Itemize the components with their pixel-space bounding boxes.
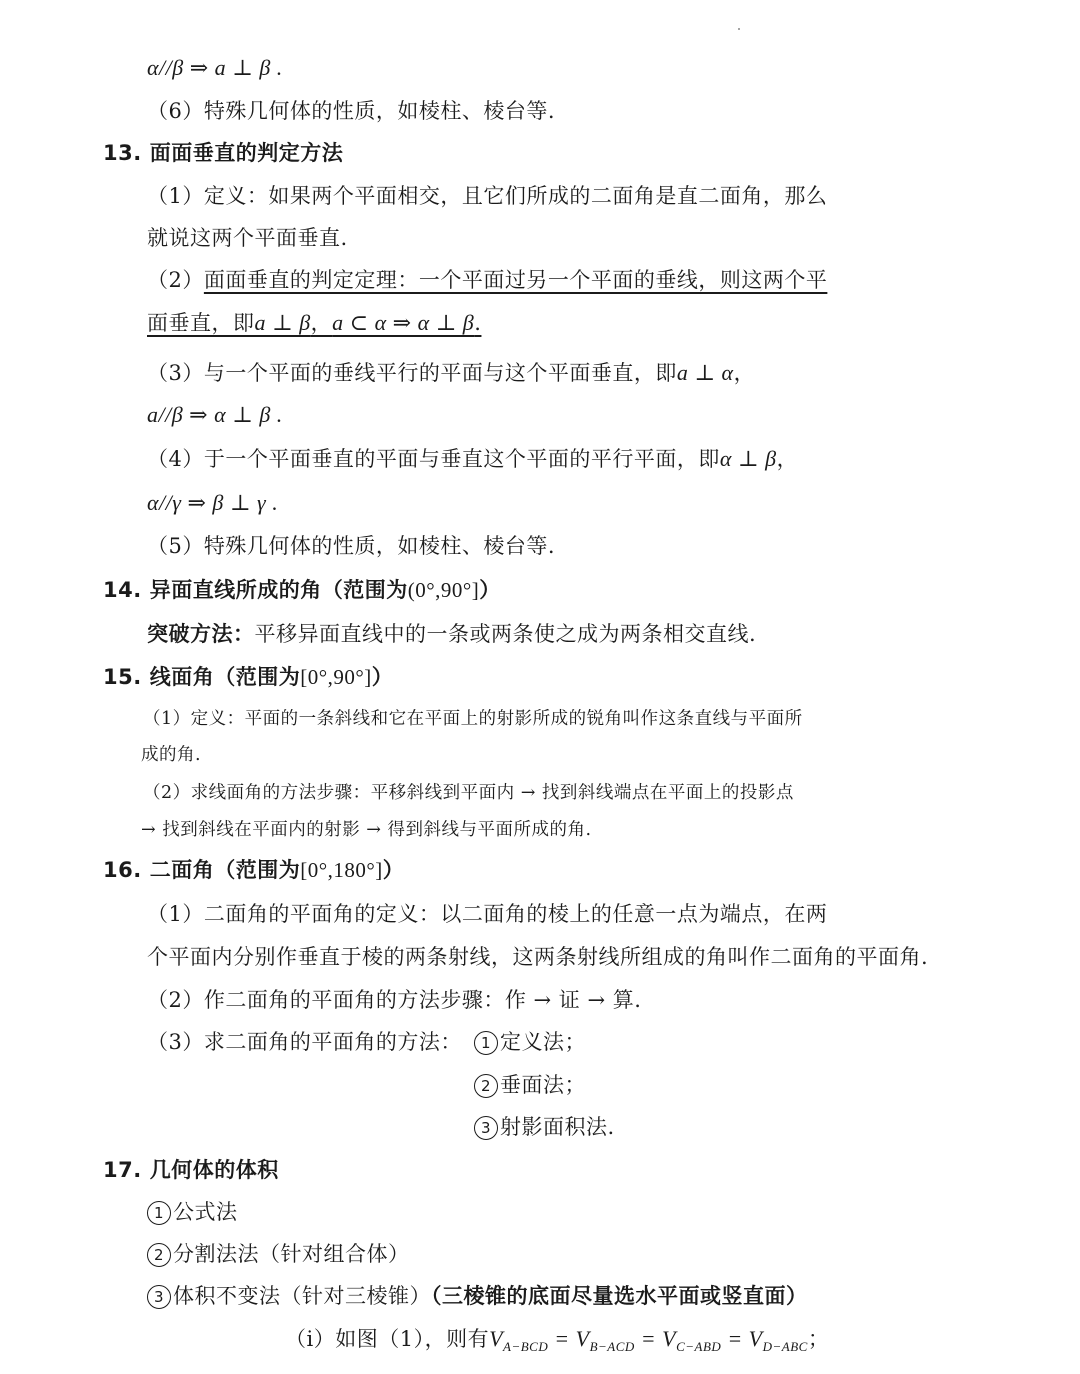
- volume-symbol: V: [748, 1326, 763, 1351]
- text: ；: [807, 1327, 830, 1351]
- text: 平移异面直线中的一条或两条使之成为两条相交直线.: [254, 622, 757, 646]
- heading-text: 线面角（范围为: [149, 665, 301, 689]
- method-item: [474, 1028, 586, 1056]
- heading-text: ）: [479, 578, 501, 602]
- method-text: 分割法法（针对组合体）: [173, 1242, 410, 1266]
- item-marker: （2）: [147, 268, 204, 292]
- section-heading-15: [103, 663, 393, 691]
- heading-range: [0°,180°]: [300, 858, 383, 882]
- subscript: B−ACD: [589, 1339, 635, 1354]
- equals-sign: =: [554, 1326, 570, 1351]
- text-line: （3）求二面角的平面角的方法：: [147, 1030, 462, 1054]
- volume-method-item: [147, 1240, 410, 1268]
- text-line: （1）定义：平面的一条斜线和它在平面上的射影所成的锐角叫作这条直线与平面所: [143, 709, 803, 729]
- method-text: 射影面积法.: [500, 1115, 615, 1139]
- formula-line: α//γ ⇒ β ⊥ γ .: [147, 490, 279, 515]
- heading-number: 14.: [103, 578, 142, 602]
- theorem-text: 面面垂直的判定定理：一个平面过另一个平面的垂线，则这两个平: [203, 268, 828, 292]
- text-line: → 找到斜线在平面内的射影 → 得到斜线与平面所成的角.: [141, 820, 592, 840]
- text-line: （2）作二面角的平面角的方法步骤：作 → 证 → 算.: [147, 988, 642, 1012]
- formula: α ⊥ β: [719, 446, 777, 471]
- volume-method-item: [147, 1198, 238, 1226]
- text: ，: [776, 447, 799, 471]
- method-text: 垂面法；: [500, 1073, 586, 1097]
- formula: a ⊂ α ⇒ α ⊥ β: [332, 310, 475, 335]
- volume-symbol: V: [575, 1326, 590, 1351]
- circled-number-icon: 3: [147, 1285, 171, 1309]
- formula-line: α//β ⇒ a ⊥ β .: [147, 55, 283, 80]
- method-item: [474, 1113, 615, 1141]
- heading-text: 二面角（范围为: [149, 858, 301, 882]
- text-line: （1）二面角的平面角的定义：以二面角的棱上的任意一点为端点，在两: [147, 902, 828, 926]
- subscript: C−ABD: [676, 1339, 722, 1354]
- scan-speck: [738, 28, 740, 30]
- formula: a ⊥ α: [676, 360, 734, 385]
- method-item: [474, 1071, 586, 1099]
- subscript: D−ABC: [762, 1339, 808, 1354]
- heading-text: 几何体的体积: [149, 1158, 279, 1182]
- circled-number-icon: 3: [474, 1116, 498, 1140]
- volume-symbol: V: [489, 1326, 504, 1351]
- heading-text: 面面垂直的判定方法: [149, 141, 344, 165]
- subscript: A−BCD: [503, 1339, 549, 1354]
- heading-text: 异面直线所成的角（范围为: [149, 578, 408, 602]
- theorem-text: ，: [310, 311, 333, 335]
- method-text: 公式法: [173, 1200, 238, 1224]
- text-line: [147, 445, 798, 473]
- theorem-line: [147, 266, 827, 294]
- text: （4）于一个平面垂直的平面与垂直这个平面的平行平面，即: [147, 447, 720, 471]
- heading-range: [0°,90°]: [300, 665, 372, 689]
- circled-number-icon: 1: [474, 1031, 498, 1055]
- text-line: 就说这两个平面垂直.: [147, 226, 348, 250]
- circled-number-icon: 1: [147, 1201, 171, 1225]
- method-note: （三棱锥的底面尽量选水平面或竖直面）: [431, 1284, 808, 1308]
- formula-line: a//β ⇒ α ⊥ β .: [147, 402, 283, 427]
- section-heading-16: [103, 856, 404, 884]
- text-line: （6）特殊几何体的性质，如棱柱、棱台等.: [147, 99, 556, 123]
- heading-number: 13.: [103, 141, 142, 165]
- volume-symbol: V: [662, 1326, 677, 1351]
- text: ，: [733, 361, 756, 385]
- text: （3）与一个平面的垂线平行的平面与这个平面垂直，即: [147, 361, 677, 385]
- text: （ⅰ）如图（1），则有: [285, 1327, 490, 1351]
- section-heading-14: [103, 576, 501, 604]
- text-line: （2）求线面角的方法步骤：平移斜线到平面内 → 找到斜线端点在平面上的投影点: [143, 783, 794, 803]
- method-text: 体积不变法（针对三棱锥）: [173, 1284, 431, 1308]
- theorem-text: .: [474, 311, 482, 335]
- volume-formula-line: [285, 1325, 829, 1361]
- text-line: [147, 620, 756, 648]
- text-line: [147, 359, 755, 387]
- section-heading-13: [103, 139, 343, 167]
- text-line: 个平面内分别作垂直于棱的两条射线，这两条射线所组成的角叫作二面角的平面角.: [147, 945, 929, 969]
- heading-number: 16.: [103, 858, 142, 882]
- formula: a ⊥ β: [254, 310, 311, 335]
- method-text: 定义法；: [500, 1030, 586, 1054]
- method-label: 突破方法：: [147, 622, 255, 646]
- theorem-text: 面垂直，即: [147, 311, 255, 335]
- heading-text: ）: [371, 665, 394, 689]
- text-line: （5）特殊几何体的性质，如棱柱、棱台等.: [147, 534, 556, 558]
- heading-number: 17.: [103, 1158, 142, 1182]
- circled-number-icon: 2: [474, 1074, 498, 1098]
- theorem-line: [147, 309, 481, 337]
- section-heading-17: [103, 1156, 279, 1184]
- equals-sign: =: [640, 1326, 657, 1351]
- text-line: 成的角.: [141, 745, 202, 765]
- equals-sign: =: [727, 1326, 743, 1351]
- formula: [489, 1326, 808, 1354]
- heading-number: 15.: [103, 665, 142, 689]
- volume-method-item: [147, 1282, 808, 1310]
- text-line: （1）定义：如果两个平面相交，且它们所成的二面角是直二面角，那么: [147, 184, 828, 208]
- heading-range: (0°,90°]: [407, 578, 480, 602]
- circled-number-icon: 2: [147, 1243, 171, 1267]
- heading-text: ）: [382, 858, 405, 882]
